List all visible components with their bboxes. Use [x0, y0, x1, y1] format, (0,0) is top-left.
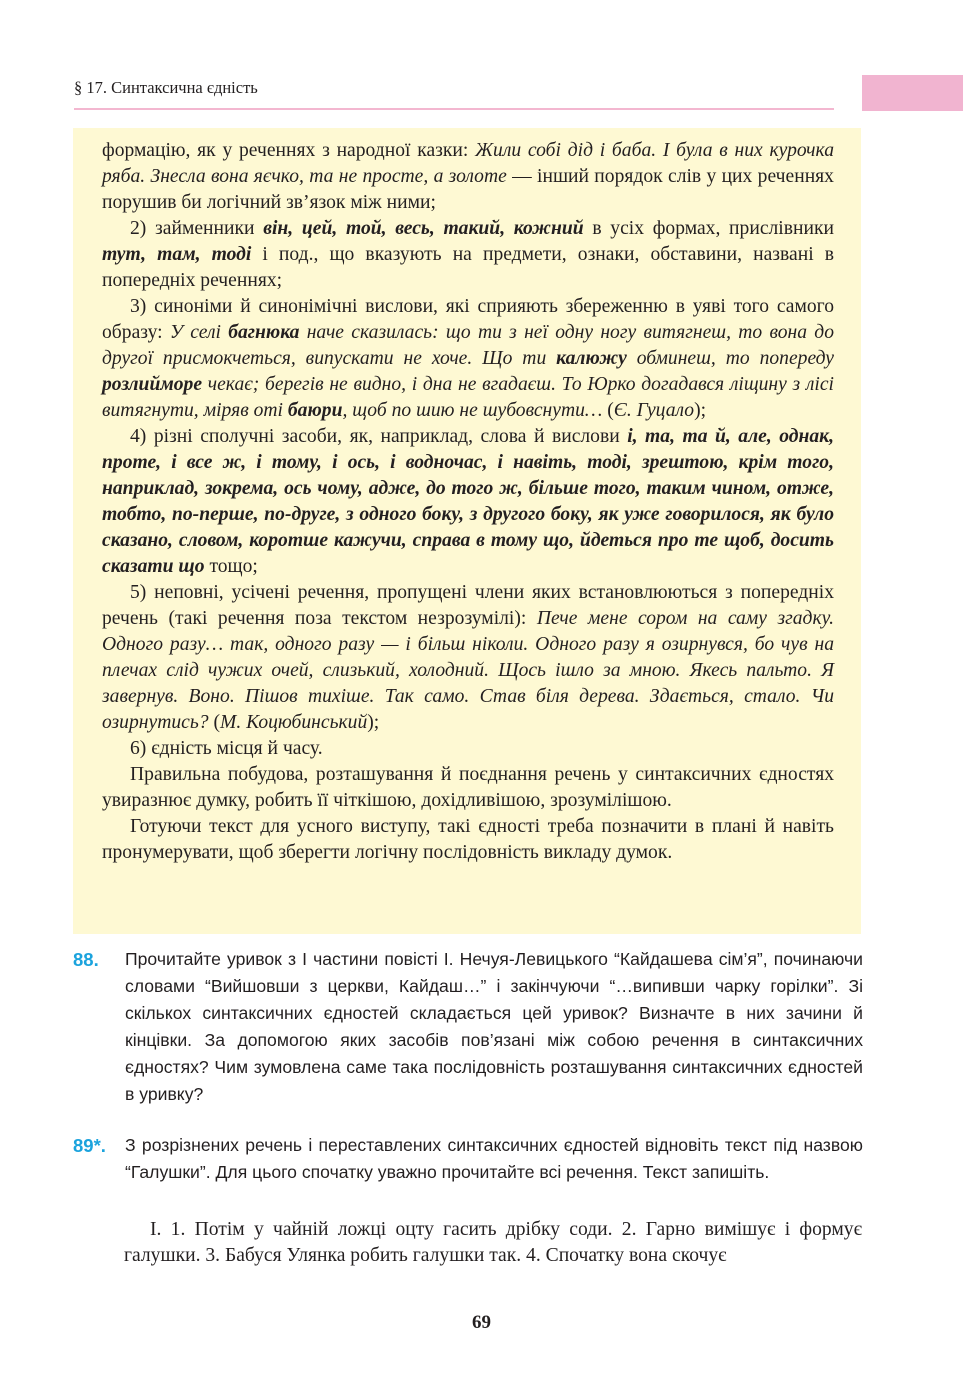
- theory-text: [102, 138, 834, 866]
- exercise-text: Прочитайте уривок з І частини повісті І. Нечуя-Левицького “Кайдашева сім’я”, починаючи словами “Вийшовши з церкви, Кайдаш…” і закінчуючи “…випивши чарку горілки”. Зі скількох синтаксичних єдностей складається цей уривок? Визначте в них зачини й кінцівки. За допомогою яких засобів пов’язані між собою речення в синтаксичних єдностях? Чим зумовлена саме така послідовність розташування синтаксичних єдностей в уривку?: [125, 949, 863, 1104]
- exercise-89-source-text: І. 1. Потім у чайній ложці оцту гасить дрібку соди. 2. Гарно вимішує і формує галушки. 3. Бабуся Улянка робить галушки так. 4. Спочатку вона скочує: [124, 1219, 862, 1266]
- theory-paragraph-7: Правильна побудова, розташування й поєднання речень у синтаксичних єдностях увиразнює думку, робить її чіткішою, дохідливішою, зрозумілішою.: [102, 764, 834, 811]
- theory-paragraph-8: Готуючи текст для усного виступу, такі єдності треба позначити в плані й навіть пронумерувати, щоб зберегти логічну послідовність викладу думок.: [102, 816, 834, 863]
- header-rule: [74, 108, 834, 110]
- header-color-tab: [862, 75, 963, 111]
- page-number: 69: [472, 1312, 491, 1333]
- theory-paragraph-2: 2) займенники він, цей, той, весь, такий, кожний в усіх формах, прислівники тут, там, тоді і под., що вказують на предмети, ознаки, обставини, названі в попередніх реченнях;: [102, 218, 835, 291]
- exercise-number: 88.: [73, 949, 99, 970]
- theory-paragraph-3: 3) синоніми й синонімічні вислови, які сприяють збереженню в уяві того самого образу: У селі багнюка наче сказилась: що ти з неї одну ногу витягнеш, то вона до другої присмокчеться, випускати не хоче. Що ти калюжу обминеш, то попереду розлийморе чекає; берегів не видно, і дна не вгадаєш. То Юрко догадався ліщину з лісі витягнути, міряв оті баюри, щоб по шию не шубовснути… (Є. Гуцало);: [102, 296, 835, 421]
- theory-paragraph-1: формацію, як у реченнях з народної казки: Жили собі дід і баба. І була в них курочка ряба. Знесла вона яєчко, та не просте, а золоте — інший порядок слів у цих реченнях порушив би логічний зв’язок між ними;: [102, 140, 834, 213]
- exercise-number: 89*.: [73, 1135, 106, 1156]
- theory-paragraph-5: 5) неповні, усічені речення, пропущені члени яких встановлюються з попередніх речень (такі речення поза текстом незрозумілі): Пече мене сором на саму згадку. Одного разу… так, одного разу — і більш ніколи. Одного разу я озирнувся, бо чув на плечах слід чужих очей, слизький, холодний. Щось ішло за мною. Якесь пальто. Я завернув. Воно. Пішов тихіше. Так само. Став біля дерева. Здається, стало. Чи озирнутись? (М. Коцюбинський);: [102, 582, 834, 733]
- theory-paragraph-6: 6) єдність місця й часу.: [130, 738, 323, 759]
- exercise-89: [73, 1132, 863, 1186]
- section-title: § 17. Синтаксична єдність: [74, 78, 258, 97]
- exercise-88: [73, 946, 863, 1108]
- theory-paragraph-4: 4) різні сполучні засоби, як, наприклад, слова й вислови і, та, та й, але, однак, проте, і все ж, і тому, і ось, і водночас, і навіть, тоді, зрештою, крім того, наприклад, зокрема, ось чому, адже, до того ж, більше того, таким чином, отже, тобто, по-перше, по-друге, з одного боку, з другого боку, як уже говорилося, як було сказано, словом, коротше кажучи, справа в тому що, йдеться про те щоб, досить сказати що тощо;: [102, 426, 834, 577]
- exercise-text: З розрізнених речень і переставлених синтаксичних єдностей відновіть текст під назвою “Галушки”. Для цього спочатку уважно прочитайте всі речення. Текст запишіть.: [125, 1135, 863, 1182]
